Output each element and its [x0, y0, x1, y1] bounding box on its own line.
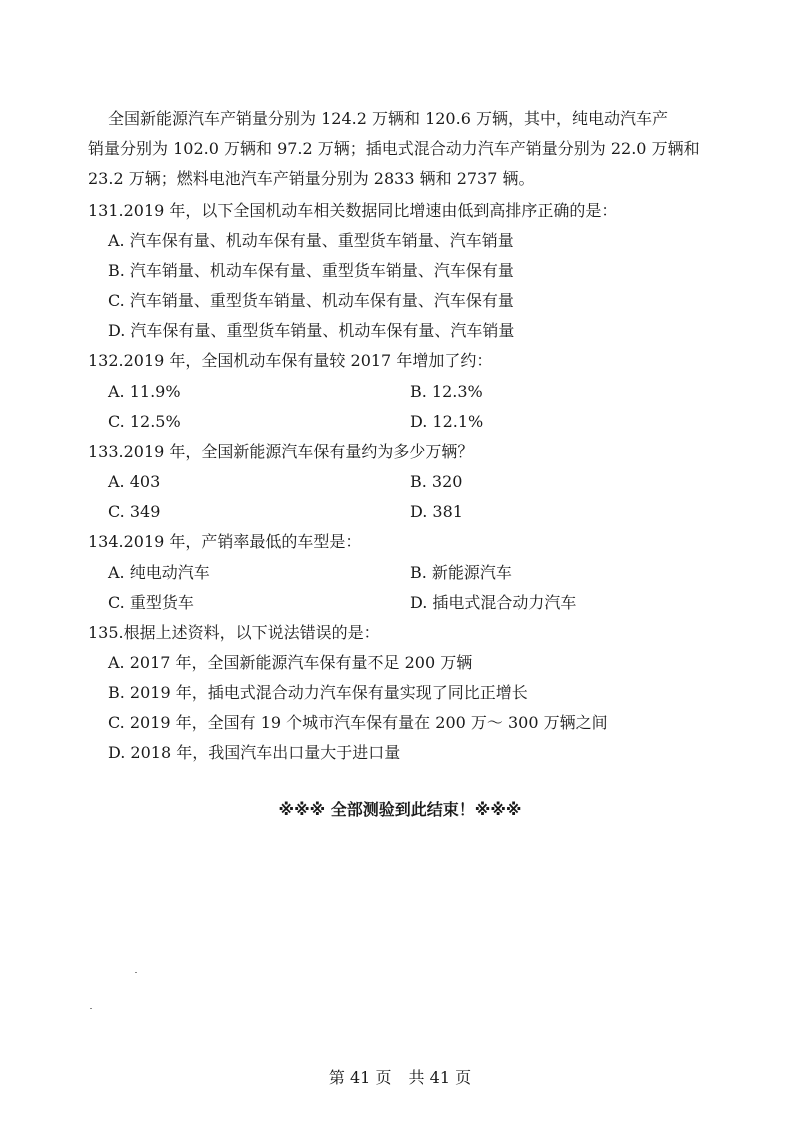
- option-b: B. 新能源汽车: [410, 563, 512, 582]
- option-b: B. 320: [410, 472, 463, 491]
- question-stem: 135.根据上述资料，以下说法错误的是：: [88, 623, 380, 642]
- option-a: A. 纯电动汽车: [108, 563, 210, 582]
- question-stem: 134.2019 年，产销率最低的车型是：: [88, 532, 362, 551]
- page-footer: [0, 1066, 800, 1090]
- question-stem: 132.2019 年，全国机动车保有量较 2017 年增加了约：: [88, 351, 493, 370]
- intro-line-2: 销量分别为 102.0 万辆和 97.2 万辆；插电式混合动力汽车产销量分别为 22.0 万辆和: [88, 139, 700, 158]
- option-d: D. 2018 年，我国汽车出口量大于进口量: [108, 743, 401, 762]
- option-d: D. 汽车保有量、重型货车销量、机动车保有量、汽车销量: [108, 321, 515, 340]
- option-d: D. 381: [410, 502, 463, 521]
- question-stem: 133.2019 年，全国新能源汽车保有量约为多少万辆？: [88, 442, 474, 461]
- option-c: C. 349: [108, 502, 161, 521]
- option-a: A. 403: [108, 472, 161, 491]
- option-a: A. 2017 年，全国新能源汽车保有量不足 200 万辆: [108, 653, 473, 672]
- option-a: A. 汽车保有量、机动车保有量、重型货车销量、汽车销量: [108, 231, 514, 250]
- option-d: D. 插电式混合动力汽车: [410, 593, 577, 612]
- option-b: B. 12.3%: [410, 382, 483, 401]
- scan-speck: [90, 1008, 92, 1009]
- end-of-test-notice: ※※※ 全部测验到此结束！※※※: [278, 800, 522, 819]
- page-total: 共 41 页: [408, 1068, 472, 1087]
- intro-line-1: 全国新能源汽车产销量分别为 124.2 万辆和 120.6 万辆，其中，纯电动汽车产: [108, 109, 668, 128]
- option-b: B. 汽车销量、机动车保有量、重型货车销量、汽车保有量: [108, 261, 514, 280]
- scan-speck: [135, 972, 137, 973]
- option-c: C. 12.5%: [108, 412, 181, 431]
- page-number: 第 41 页: [328, 1068, 392, 1087]
- option-c: C. 汽车销量、重型货车销量、机动车保有量、汽车保有量: [108, 291, 514, 310]
- option-d: D. 12.1%: [410, 412, 484, 431]
- option-c: C. 2019 年，全国有 19 个城市汽车保有量在 200 万～ 300 万辆之间: [108, 713, 608, 732]
- question-stem: 131.2019 年，以下全国机动车相关数据同比增速由低到高排序正确的是：: [88, 201, 618, 220]
- intro-line-3: 23.2 万辆；燃料电池汽车产销量分别为 2833 辆和 2737 辆。: [88, 169, 535, 188]
- option-b: B. 2019 年，插电式混合动力汽车保有量实现了同比正增长: [108, 683, 528, 702]
- option-c: C. 重型货车: [108, 593, 194, 612]
- option-a: A. 11.9%: [108, 382, 181, 401]
